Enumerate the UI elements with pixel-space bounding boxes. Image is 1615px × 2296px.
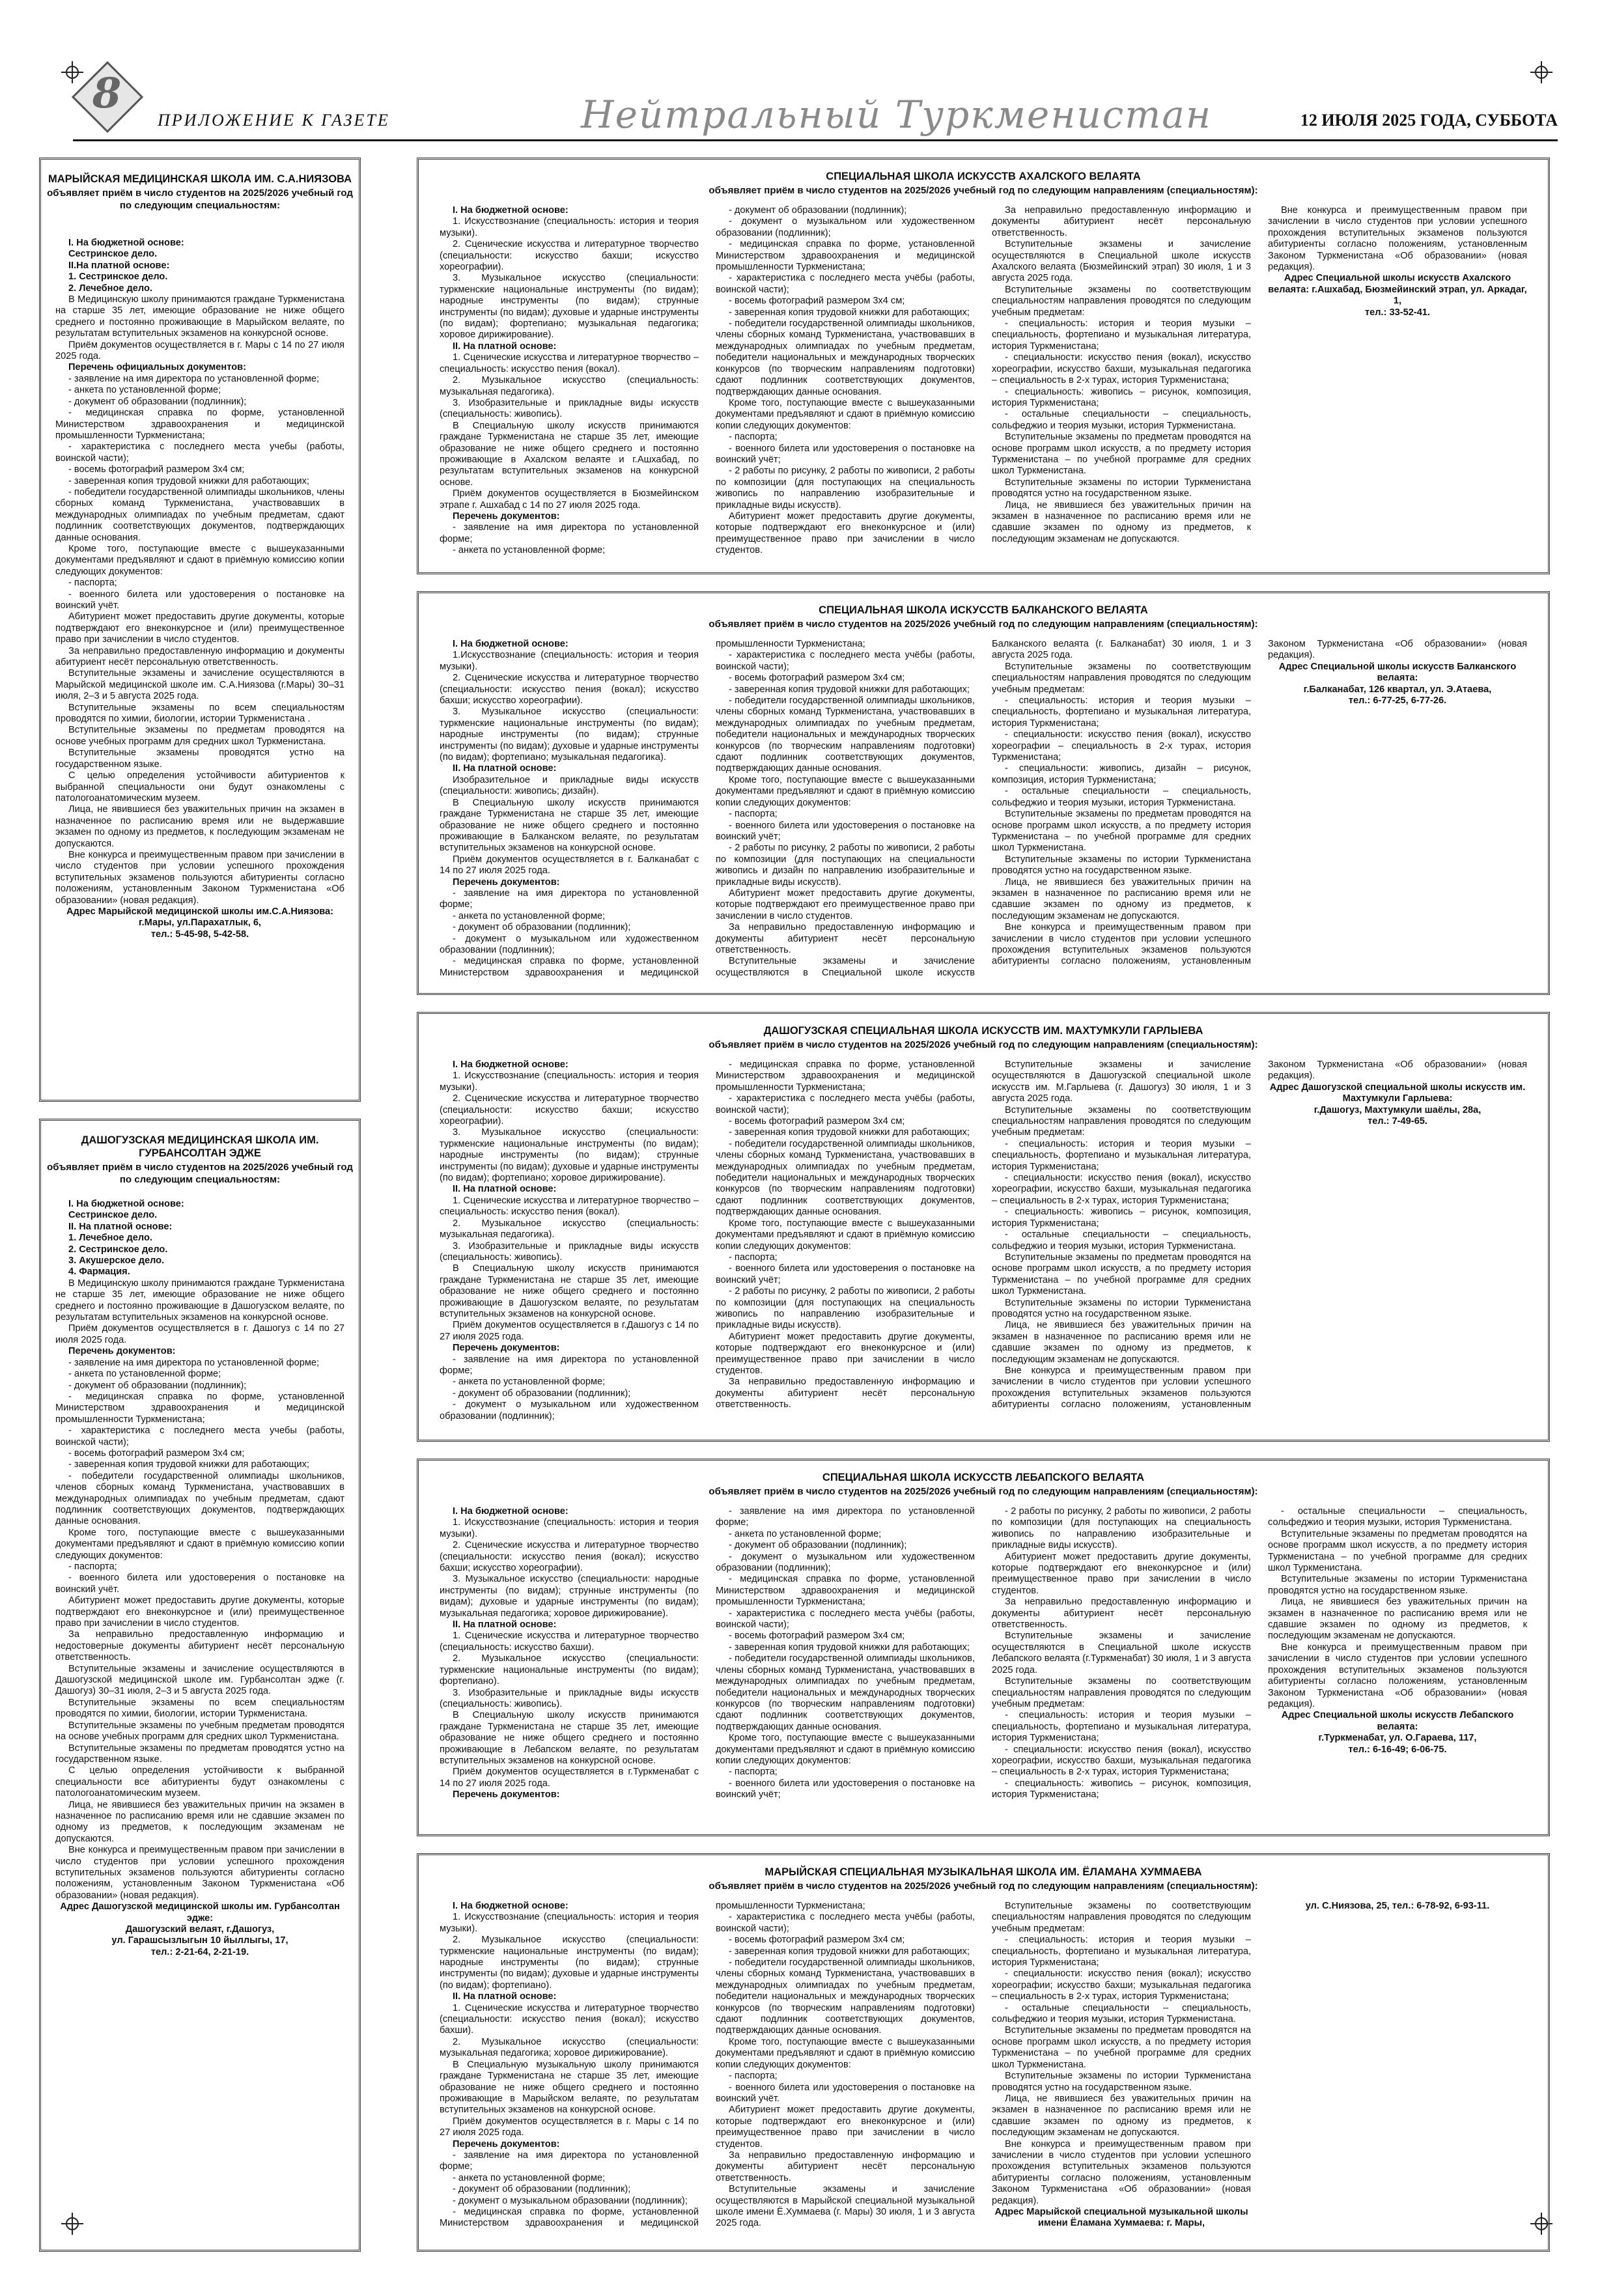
- ad-address-line: ул. Гарашсызлыгын 10 йыллыгы, 17,: [111, 1935, 288, 1946]
- ad-paragraph: - медицинская справка по форме, установленной Министерством здравоохранения и медицинской промышленности Туркменистана;: [716, 1574, 975, 1608]
- ad-paragraph: Приём документов осуществляется в г. Дашогуз с 14 по 27 июля 2025 года.: [55, 1323, 344, 1345]
- ad-paragraph: - специальность: живопись – рисунок, композиция, история Туркменистана;: [992, 1207, 1251, 1229]
- ad-paragraph: - военного билета или удостоверения о постановке на воинский учёт;: [716, 820, 975, 842]
- ad-section-heading: II. На платной основе:: [453, 1184, 557, 1195]
- ad-paragraph: - документ об образовании (подлинник);: [453, 1388, 631, 1399]
- ad-paragraph: - военного билета или удостоверения о постановке на воинский учёт.: [55, 589, 344, 611]
- ad-paragraph: 2. Музыкальное искусство (специальности: туркменские национальные инструменты (по видам); народные инструменты (по видам); струнные инструменты (по видам); духовые и ударные инструменты (по видам); фортепиано).: [440, 1935, 699, 1991]
- ad-paragraph: - заявление на имя директора по установленной форме;: [440, 522, 699, 544]
- ad-paragraph: - заверенная копия трудовой книжки для работающих;: [729, 307, 970, 318]
- ad-subtitle: объявляет приём в число студентов на 2025/2026 учебный год по следующим направлениям (специальностям):: [709, 1486, 1258, 1497]
- ad-paragraph: - документ об образовании (подлинник);: [453, 2184, 631, 2195]
- ad-paragraph: Вступительные экзамены и зачисление осуществляются в Марыйской медицинской школе им. С.А.Ниязова (г.Мары) 30–31 июля, 2–3 и 5 августа 2025 года.: [55, 668, 344, 702]
- ad-paragraph: Вступительные экзамены и зачисление осуществляются в Специальной школе искусств Балканского велаята (г. Балканабат) 30 июля, 1 и 3 августа 2025 года.: [716, 639, 1251, 978]
- ad-paragraph: - остальные специальности – специальность, сольфеджио и теория музыки, история Туркменистана.: [992, 1229, 1251, 1252]
- ad-paragraph: - специальности: искусство пения (вокал), искусство хореографии, искусство бахши, музыкальная педагогика – специальность в 2-х турах, история Туркменистана;: [992, 1744, 1251, 1778]
- newspaper-masthead: Нейтральный Туркменистан: [581, 92, 1213, 137]
- ad-mary-medical-school: [39, 158, 361, 1102]
- ad-paragraph: За неправильно предоставленную информацию и документы абитуриент несёт персональную ответственность.: [992, 1597, 1251, 1631]
- ad-section-heading: 1. Лечебное дело.: [68, 1233, 152, 1244]
- ad-paragraph: - победители государственной олимпиады школьников, члены сборных команд Туркменистана, участвовавших в международных олимпиадах по учебным предметам, победители национальных и международных творческих конкурсов (по творческим направлениям подготовки) сдают подлинник соответствующих документов, подтверждающих данные основания.: [716, 1653, 975, 1732]
- ad-address-line: Адрес Специальной школы искусств Балканского велаята:: [1278, 661, 1517, 684]
- ad-paragraph: Абитуриент может предоставить другие документы, которые подтверждают его внеконкурсное и (или) преимущественное право при зачислении в число студентов.: [55, 611, 344, 645]
- ad-paragraph: 1. Искусствознание (специальность: история и теория музыки).: [440, 216, 699, 238]
- ad-paragraph: Вступительные экзамены по предметам проводятся на основе программ школ искусств, а по предмету история Туркменистана – по учебной программе для средних школ Туркменистана.: [992, 432, 1251, 477]
- ad-paragraph: - документ о музыкальном образовании (подлинник);: [453, 2195, 688, 2206]
- ad-paragraph: 1.Искусствознание (специальность: история и теория музыки).: [440, 650, 699, 672]
- ad-paragraph: - специальности: искусство пения (вокал), искусство хореографии, искусство бахши, музыкальная педагогика – специальность в 2-х турах, история Туркменистана;: [992, 352, 1251, 386]
- ad-paragraph: - медицинская справка по форме, установленной Министерством здравоохранения и медицинской промышленности Туркменистана;: [716, 1059, 975, 1093]
- ad-paragraph: Приём документов осуществляется в г. Мары с 14 по 27 июля 2025 года.: [55, 339, 344, 362]
- ad-paragraph: Лица, не явившиеся без уважительных причин на экзамен в назначенное по расписанию время или не сдавшие экзамен по одному из предметов, к последующим экзаменам не допускаются.: [55, 1799, 344, 1844]
- ad-section-heading: I. На бюджетной основе:: [453, 1901, 569, 1911]
- ad-balkan-arts-school: [417, 591, 1550, 995]
- ad-body: [55, 238, 344, 1088]
- ad-address-line: Адрес Дашогузской специальной школы искусств им. Махтумкули Гарлыева:: [1269, 1082, 1526, 1104]
- ad-paragraph: 3. Музыкальное искусство (специальности: туркменские национальные инструменты (по видам); народные инструменты (по видам); струнные инструменты (по видам); духовые и ударные инструменты (по видам); фортепиано; музыкальная педагогика).: [440, 707, 699, 763]
- ad-address-line: тел.: 6-16-49; 6-06-75.: [1348, 1744, 1447, 1755]
- ad-section-heading: Перечень официальных документов:: [68, 362, 246, 373]
- ad-address-line: Адрес Специальной школы искусств Ахалского велаята: г.Ашхабад, Бюзмейинский этрап, ул. Аркадаг, 1,: [1268, 273, 1527, 307]
- ad-section-heading: 4. Фармация.: [68, 1267, 130, 1278]
- ad-paragraph: 1. Сценические искусства и литературное творчество – специальность: искусство пения (вокал).: [440, 1195, 699, 1218]
- ad-paragraph: Кроме того, поступающие вместе с вышеуказанными документами предъявляют и сдают в приёмную комиссию копии следующих документов:: [716, 774, 975, 808]
- ad-paragraph: 2. Сценические искусства и литературное творчество (специальности: искусство бахши; искусство хореографии).: [440, 1093, 699, 1127]
- ad-section-heading: I. На бюджетной основе:: [453, 1059, 569, 1070]
- ad-paragraph: В Специальную школу искусств принимаются граждане Туркменистана не старше 35 лет, имеющие образование не ниже общего среднего и постоянно проживающие в Дашогузском велаяте, по результатам вступительных экзаменов на конкурсной основе.: [440, 1263, 699, 1319]
- ad-paragraph: 3. Изобразительные и прикладные виды искусств (специальность: живопись).: [440, 1687, 699, 1709]
- ad-paragraph: 2. Музыкальное искусство (специальность: музыкальная педагогика).: [440, 1218, 699, 1240]
- ad-paragraph: Вне конкурса и преимущественным правом при зачислении в число студентов при условии успешного прохождения вступительных экзаменов пользуются абитуриенты согласно положениям, установленным Законом Туркменистана «Об образовании» (новая редакция).: [992, 1059, 1527, 1410]
- ad-paragraph: - специальность: история и теория музыки – специальность, фортепиано и музыкальная литература, история Туркменистана;: [992, 1138, 1251, 1172]
- ad-paragraph: - паспорта;: [729, 1767, 778, 1778]
- ad-paragraph: Вступительные экзамены по соответствующим специальностям направления проводятся по следующим учебным предметам:: [992, 1901, 1251, 1934]
- ad-paragraph: Вступительные экзамены и зачисление осуществляются в Специальной школе искусств Лебапского велаята (г.Туркменабат) 30 июля, 1 и 3 августа 2025 года.: [992, 1631, 1251, 1675]
- ad-paragraph: - документ об образовании (подлинник);: [729, 1540, 907, 1551]
- ad-paragraph: Абитуриент может предоставить другие документы, которые подтверждают его внеконкурсное и (или) преимущественное право при зачислении в число студентов.: [55, 1595, 344, 1629]
- ad-title: СПЕЦИАЛЬНАЯ ШКОЛА ИСКУССТВ БАЛКАНСКОГО ВЕЛАЯТА: [819, 604, 1148, 616]
- ad-paragraph: Приём документов осуществляется в г.Туркменабат с 14 по 27 июля 2025 года.: [440, 1767, 699, 1789]
- ad-paragraph: - характеристика с последнего места учёбы (работы, воинской части);: [716, 1093, 975, 1115]
- ad-paragraph: - восемь фотографий размером 3х4 см;: [729, 296, 905, 307]
- ad-address-line: ул. С.Ниязова, 25, тел.: 6-78-92, 6-93-11.: [1305, 1901, 1490, 1911]
- ad-paragraph: - заверенная копия трудовой книжки для работающих;: [729, 1642, 970, 1653]
- ad-address-line: тел.: 2-21-64, 2-21-19.: [150, 1946, 249, 1957]
- ad-paragraph: 2. Музыкальное искусство (специальность: музыкальная педагогика).: [440, 375, 699, 397]
- ad-address-line: Адрес Дашогузской медицинской школы им. Гурбансолтан эдже:: [60, 1901, 340, 1924]
- ad-paragraph: - специальность: история и теория музыки – специальность, фортепиано и музыкальная литература, история Туркменистана;: [992, 1935, 1251, 1968]
- ad-paragraph: Лица, не явившиеся без уважительных причин на экзамен в назначенное по расписанию время или не сдавшие экзамен по одному из предметов, к последующим экзаменам не допускаются.: [992, 1320, 1251, 1365]
- ad-paragraph: - характеристика с последнего места учебы (работы, воинской части);: [55, 441, 344, 464]
- ad-paragraph: 1. Искусствознание (специальность: история и теория музыки).: [440, 1071, 699, 1093]
- ad-paragraph: Вступительные экзамены и зачисление осуществляются в Специальной школе искусств Ахалского велаята (Бюзмейинский этрап) 30 июля, 1 и 3 августа 2025 года.: [992, 239, 1251, 284]
- ad-paragraph: - заверенная копия трудовой книжки для работающих;: [729, 1127, 970, 1138]
- ad-title: СПЕЦИАЛЬНАЯ ШКОЛА ИСКУССТВ АХАЛСКОГО ВЕЛАЯТА: [826, 171, 1141, 182]
- ad-mary-music-school: [417, 1853, 1550, 2252]
- ad-paragraph: 3. Музыкальное искусство (специальности: туркменские национальные инструменты (по видам); народные инструменты (по видам); струнные инструменты (по видам); духовые и ударные инструменты (по видам); фортепиано; музыкальная педагогика; хоровое дирижирование).: [440, 273, 699, 341]
- ad-paragraph: - заявление на имя директора по установленной форме;: [716, 1506, 975, 1528]
- ad-address-line: г.Дашогуз, Махтумкули шаёлы, 28а,: [1313, 1104, 1482, 1115]
- ad-paragraph: Вступительные экзамены и зачисление осуществляются в Дашогузской медицинской школе им. Гурбансолтан эдже (г. Дашогуз) 30–31 июля, 2–3 и 5 августа 2025 года.: [55, 1663, 344, 1697]
- ad-paragraph: Вступительные экзамены по предметам проводятся устно на государственном языке.: [55, 1743, 344, 1765]
- ad-paragraph: - специальности: живопись, дизайн – рисунок, композиция, история Туркменистана;: [992, 763, 1251, 785]
- ad-paragraph: - специальность: история и теория музыки – специальность, фортепиано и музыкальная литература, история Туркменистана;: [992, 1710, 1251, 1744]
- ad-paragraph: Абитуриент может предоставить другие документы, которые подтверждают его внеконкурсное и (или) преимущественное право при зачислении в число студентов.: [716, 511, 975, 556]
- ad-paragraph: Вне конкурса и преимущественным правом при зачислении в число студентов при условии успешного прохождения вступительных экзаменов пользуются абитуриенты согласно положениям, установленным Законом Туркменистана «Об образовании» (новая редакция).: [1268, 205, 1527, 273]
- ad-paragraph: - заявление на имя директора по установленной форме;: [68, 373, 320, 384]
- ad-address-line: Адрес Марыйской специальной музыкальной школы имени Ёламана Хуммаева: г. Мары,: [994, 2206, 1248, 2229]
- ad-paragraph: - победители государственной олимпиады школьников, членов сборных команд Туркменистана, участвовавших в международных олимпиадах по учебным предметам, сдают подлинник соответствующих документов, подтверждающих данные основания.: [55, 1470, 344, 1527]
- page-number-badge: [73, 63, 141, 130]
- ad-section-heading: II. На платной основе:: [453, 341, 557, 352]
- ad-paragraph: - анкета по установленной форме;: [68, 1369, 221, 1380]
- ad-paragraph: С целью определения устойчивости к выбранной специальности все абитуриенты будут ознакомлены с патологоанатомическим музеем.: [55, 1765, 344, 1799]
- ad-paragraph: 2. Музыкальное искусство (специальности: туркменские национальные инструменты (по видам); фортепиано).: [440, 1653, 699, 1687]
- ad-paragraph: Лица, не явившиеся без уважительных причин на экзамен в назначенное по расписанию время или не сдавшие экзамен по одному из предметов, к последующим экзаменам не допускаются.: [992, 2093, 1251, 2138]
- ad-paragraph: - заверенная копия трудовой книжки для работающих;: [729, 1946, 970, 1957]
- ad-paragraph: Кроме того, поступающие вместе с вышеуказанными документами предъявляют и сдают в приёмную комиссию копии следующих документов:: [716, 397, 975, 431]
- ad-section-heading: I. На бюджетной основе:: [453, 205, 569, 216]
- ad-section-heading: Перечень документов:: [68, 1346, 176, 1357]
- ad-ahal-arts-school: [417, 158, 1550, 574]
- ad-paragraph: - специальности: искусство пения (вокал); искусство хореографии; искусство бахши; музыкальная педагогика – специальность в 2-х турах, история Туркменистана;: [992, 1968, 1251, 2002]
- ad-paragraph: - победители государственной олимпиады школьников, члены сборных команд Туркменистана, участвовавших в международных олимпиадах по учебным предметам, сдают подлинник соответствующих документов, подтверждающих данные основания.: [55, 486, 344, 543]
- ad-address-line: тел.: 5-45-98, 5-42-58.: [150, 929, 249, 940]
- ad-paragraph: - заверенная копия трудовой книжки для работающих;: [729, 684, 970, 695]
- ad-section-heading: I. На бюджетной основе:: [68, 238, 184, 248]
- ad-paragraph: Вступительные экзамены по всем специальностям проводятся по химии, биологии, истории Туркменистана .: [55, 702, 344, 725]
- ad-paragraph: - военного билета или удостоверения о постановке на воинский учёт.: [716, 2082, 975, 2104]
- ad-address-line: Адрес Марыйской медицинской школы им.С.А.Ниязова:: [66, 906, 334, 917]
- ad-paragraph: Вступительные экзамены по соответствующим специальностям направления проводятся по следующим учебным предметам:: [992, 1104, 1251, 1138]
- ad-paragraph: Абитуриент может предоставить другие документы, которые подтверждают его внеконкурсное и (или) преимущественное право при зачислении в число студентов.: [716, 1331, 975, 1376]
- ad-paragraph: Вступительные экзамены по соответствующим специальностям направления проводятся по следующим учебным предметам:: [992, 661, 1251, 695]
- ad-paragraph: Кроме того, поступающие вместе с вышеуказанными документами предъявляют и сдают в приёмную комиссию копии следующих документов:: [716, 1733, 975, 1766]
- ad-paragraph: - восемь фотографий размером 3х4 см;: [68, 464, 245, 475]
- ad-paragraph: Вступительные экзамены по предметам проводятся на основе программ школ искусств, а по предмету история Туркменистана – по учебной программе для средних школ Туркменистана.: [992, 809, 1251, 854]
- ad-paragraph: - восемь фотографий размером 3х4 см;: [68, 1448, 245, 1459]
- ad-paragraph: - победители государственной олимпиады школьников, члены сборных команд Туркменистана, участвовавших в международных олимпиадах по учебным предметам, победители национальных и международных творческих конкурсов (по творческим направлениям подготовки) сдают подлинник соответствующих документов, подтверждающих данные основания.: [716, 1138, 975, 1218]
- ad-paragraph: - остальные специальности – специальность, сольфеджио и теория музыки, история Туркменистана.: [992, 409, 1251, 431]
- ad-paragraph: - паспорта;: [729, 2071, 778, 2082]
- ad-paragraph: - документ об образовании (подлинник);: [68, 396, 247, 407]
- ad-paragraph: - военного билета или удостоверения о постановке на воинский учёт;: [716, 443, 975, 465]
- ad-section-heading: Перечень документов:: [453, 511, 560, 522]
- ad-paragraph: В Специальную школу искусств принимаются граждане Туркменистана не старше 35 лет, имеющие образование не ниже общего среднего и постоянно проживающие в Балканском велаяте, по результатам вступительных экзаменов на конкурсной основе.: [440, 797, 699, 854]
- ad-section-heading: II. На платной основе:: [453, 1991, 557, 2002]
- ad-paragraph: Лица, не явившиеся без уважительных причин на экзамен в назначенное по расписанию время или не сдавшие экзамен по одному из предметов, к последующим экзаменам не допускаются.: [992, 499, 1251, 544]
- ad-body: [440, 1901, 1527, 2238]
- ad-paragraph: - медицинская справка по форме, установленной Министерством здравоохранения и медицинской промышленности Туркменистана;: [440, 1901, 865, 2229]
- ad-paragraph: 3. Изобразительные и прикладные виды искусств (специальность: живопись).: [440, 397, 699, 420]
- ad-paragraph: - паспорта;: [68, 578, 117, 589]
- ad-paragraph: За неправильно предоставленную информацию и документы абитуриент несёт персональную ответственность.: [992, 205, 1251, 238]
- ad-paragraph: Вступительные экзамены по предметам проводятся на основе программ школ искусств, а по предмету история Туркменистана – по учебной программе для средних школ Туркменистана.: [1268, 1528, 1527, 1574]
- ad-paragraph: Вступительные экзамены по предметам проводятся на основе программ школ искусств, а по предмету история Туркменистана – по учебной программе для средних школ Туркменистана.: [992, 1252, 1251, 1297]
- ad-paragraph: - заявление на имя директора по установленной форме;: [440, 888, 699, 910]
- ad-address-line: г.Туркменабат, ул. О.Гараева, 117,: [1318, 1733, 1477, 1744]
- ad-body: [440, 205, 1527, 561]
- ad-paragraph: В Специальную школу искусств принимаются граждане Туркменистана не старше 35 лет, имеющие образование не ниже общего среднего и постоянно проживающие в Ахалском велаяте и г.Ашхабад, по результатам вступительных экзаменов на конкурсной основе.: [440, 420, 699, 488]
- ad-paragraph: Абитуриент может предоставить другие документы, которые подтверждают его преимущественное право при зачислении в число студентов.: [716, 888, 975, 921]
- ad-paragraph: В Специальную школу искусств принимаются граждане Туркменистана не старше 35 лет, имеющие образование не ниже общего среднего и постоянно проживающие в Лебапском велаяте, по результатам вступительных экзаменов на конкурсной основе.: [440, 1710, 699, 1766]
- ad-paragraph: Вступительные экзамены по истории Туркменистана проводятся устно на государственном языке.: [992, 854, 1251, 876]
- ad-paragraph: - характеристика с последнего места учёбы (работы, воинской части);: [716, 1912, 975, 1934]
- ad-paragraph: - специальности: искусство пения (вокал), искусство хореографии – специальность в 2-х турах, история Туркменистана;: [992, 729, 1251, 763]
- ad-paragraph: - характеристика с последнего места учёбы (работы, воинской части);: [716, 650, 975, 672]
- ad-paragraph: Вступительные экзамены по соответствующим специальностям направления проводятся по следующим учебным предметам:: [992, 284, 1251, 318]
- ad-paragraph: - специальность: живопись – рисунок, композиция, история Туркменистана;: [992, 1778, 1251, 1800]
- ad-address-line: тел.: 33-52-41.: [1365, 307, 1430, 318]
- page-header: [73, 57, 1558, 135]
- ad-paragraph: - восемь фотографий размером 3х4 см;: [729, 1631, 905, 1642]
- ad-paragraph: - военного билета или удостоверения о постановке на воинский учёт.: [55, 1573, 344, 1595]
- ad-paragraph: Кроме того, поступающие вместе с вышеуказанными документами предъявляют и сдают в приёмную комиссию копии следующих документов:: [55, 543, 344, 577]
- ad-section-heading: I. На бюджетной основе:: [68, 1199, 184, 1209]
- ad-subtitle: объявляет приём в число студентов на 2025/2026 учебный год по следующим направлениям (специальностям):: [709, 619, 1258, 630]
- ad-dashoguz-medical-school: [39, 1119, 361, 2252]
- ad-paragraph: 1. Сценические искусства и литературное творчество (специальности: искусство пения (вокал); искусство бахши).: [440, 2002, 699, 2036]
- ad-paragraph: 3. Музыкальное искусство (специальности: туркменские национальные инструменты (по видам); народные инструменты (по видам); струнные инструменты (по видам); духовые и ударные инструменты (по видам); фортепиано; хоровое дирижирование).: [440, 1127, 699, 1184]
- ad-body: [440, 639, 1527, 981]
- ad-paragraph: - заявление на имя директора по установленной форме;: [440, 1354, 699, 1376]
- ad-section-heading: II. На платной основе:: [453, 1619, 557, 1631]
- ad-subtitle: объявляет приём в число студентов на 2025/2026 учебный год по следующим направлениям (специальностям):: [709, 185, 1258, 196]
- ad-paragraph: - анкета по установленной форме;: [68, 385, 221, 396]
- ad-paragraph: Вступительные экзамены по истории Туркменистана проводятся устно на государственном языке.: [992, 2071, 1251, 2093]
- ad-paragraph: - анкета по установленной форме;: [453, 910, 606, 921]
- ad-subtitle: объявляет приём в число студентов на 2025/2026 учебный год по следующим направлениям (специальностям):: [709, 1881, 1258, 1892]
- ad-paragraph: За неправильно предоставленную информацию и документы абитуриент несёт персональную ответственность.: [55, 645, 344, 668]
- ad-paragraph: - документ о музыкальном или художественном образовании (подлинник);: [440, 933, 699, 955]
- ad-paragraph: - документ о музыкальном или художественном образовании (подлинник);: [716, 1551, 975, 1574]
- ad-paragraph: - 2 работы по рисунку, 2 работы по живописи, 2 работы по композиции (для поступающих на специальность живопись по направлению изобразительные и прикладные виды искусств).: [992, 1506, 1251, 1551]
- ad-paragraph: 2. Сценические искусства и литературное творчество (специальности: искусство пения (вокал); искусство бахши; искусство хореографии).: [440, 1540, 699, 1574]
- ad-paragraph: - медицинская справка по форме, установленной Министерством здравоохранения и медицинской промышленности Туркменистана;: [440, 639, 865, 978]
- ad-subtitle: объявляет приём в число студентов на 2025/2026 учебный год по следующим специальностям:: [47, 1162, 353, 1185]
- ad-lebap-arts-school: [417, 1459, 1550, 1836]
- ad-section-heading: II. На платной основе:: [68, 1221, 173, 1232]
- ad-paragraph: - паспорта;: [729, 809, 778, 820]
- ad-paragraph: За неправильно предоставленную информацию и документы абитуриент несёт персональную ответственность.: [716, 1377, 975, 1410]
- ad-paragraph: - паспорта;: [729, 432, 778, 443]
- ad-section-heading: I. На бюджетной основе:: [453, 639, 569, 649]
- ad-section-heading: 2. Сестринское дело.: [68, 1244, 168, 1255]
- ad-address-line: г.Балканабат, 126 квартал, ул. Э.Атаева,: [1303, 684, 1492, 695]
- ad-paragraph: Приём документов осуществляется в г.Дашогуз с 14 по 27 июля 2025 года.: [440, 1320, 699, 1342]
- ad-paragraph: - характеристика с последнего места учёбы (работы, воинской части);: [716, 1608, 975, 1631]
- ad-paragraph: 2. Музыкальное искусство (специальности: музыкальная педагогика; хоровое дирижирование).: [440, 2036, 699, 2059]
- ad-paragraph: Вступительные экзамены по истории Туркменистана проводятся устно на государственном языке.: [1268, 1574, 1527, 1596]
- ad-paragraph: - документ о музыкальном или художественном образовании (подлинник);: [716, 216, 975, 238]
- ad-paragraph: 3. Изобразительные и прикладные виды искусств (специальность: живопись).: [440, 1240, 699, 1263]
- ad-paragraph: - документ об образовании (подлинник);: [68, 1380, 247, 1391]
- ad-paragraph: Вне конкурса и преимущественным правом при зачислении в число студентов при условии успешного прохождения вступительных экзаменов пользуются абитуриенты согласно положениям, установленным Законом Туркменистана «Об образовании» (новая редакция).: [1268, 1642, 1527, 1709]
- ad-paragraph: Вступительные экзамены по учебным предметам проводятся на основе учебных программ для средних школ Туркменистана.: [55, 1720, 344, 1743]
- ad-paragraph: Вне конкурса и преимущественным правом при зачислении в число студентов при условии успешного прохождения вступительных экзаменов пользуются абитуриенты согласно положениям, установленным Законом Туркменистана «Об образовании» (новая редакция).: [55, 849, 344, 906]
- ad-paragraph: Вне конкурса и преимущественным правом при зачислении в число студентов при условии успешного прохождения вступительных экзаменов пользуются абитуриенты согласно положениям, установленным Законом Туркменистана «Об образовании» (новая редакция).: [992, 2138, 1251, 2206]
- ad-paragraph: - военного билета или удостоверения о постановке на воинский учёт;: [716, 1778, 975, 1800]
- ad-paragraph: - победители государственной олимпиады школьников, члены сборных команд Туркменистана, участвовавших в международных олимпиадах по учебным предметам, победители национальных и международных творческих конкурсов (по творческим направлениям подготовки) сдают подлинник соответствующих документов, подтверждающих данные основания.: [716, 1957, 975, 2036]
- ad-paragraph: Вступительные экзамены и зачисление осуществляются в Дашогузской специальной школе искусств им. М.Гарлыева (г. Дашогуз) 30 июля, 1 и 3 августа 2025 года.: [992, 1059, 1251, 1104]
- ad-paragraph: - восемь фотографий размером 3х4 см;: [729, 1116, 905, 1127]
- supplement-label: ПРИЛОЖЕНИЕ К ГАЗЕТЕ: [158, 111, 390, 130]
- ad-paragraph: Вступительные экзамены по предметам проводятся на основе учебных программ для средних школ Туркменистана.: [55, 725, 344, 747]
- ad-paragraph: Приём документов осуществляется в г. Балканабат с 14 по 27 июля 2025 года.: [440, 854, 699, 876]
- ad-paragraph: - победители государственной олимпиады школьников, члены сборных команд Туркменистана, участвовавших в международных олимпиадах по учебным предметам, победители национальных и международных творческих конкурсов (по творческим направлениям подготовки) сдают подлинник соответствующих документов, подтверждающих данные основания.: [716, 695, 975, 774]
- ad-paragraph: Кроме того, поступающие вместе с вышеуказанными документами предъявляют и сдают в приёмную комиссию копии следующих документов:: [716, 2036, 975, 2070]
- ad-title: ДАШОГУЗСКАЯ МЕДИЦИНСКАЯ ШКОЛА ИМ. ГУРБАНСОЛТАН ЭДЖЕ: [81, 1134, 319, 1159]
- ad-paragraph: 1. Сценические искусства и литературное творчество (специальность: искусство бахши).: [440, 1631, 699, 1653]
- ad-paragraph: - анкета по установленной форме;: [453, 2172, 606, 2183]
- ad-address-line: тел.: 6-77-25, 6-77-26.: [1348, 695, 1447, 707]
- ad-paragraph: - паспорта;: [729, 1252, 778, 1263]
- ad-paragraph: Абитуриент может предоставить другие документы, которые подтверждают его внеконкурсное и (или) преимущественное право при зачислении в число студентов.: [716, 2105, 975, 2149]
- ad-section-heading: Перечень документов:: [453, 2138, 560, 2149]
- ad-section-heading: Перечень документов:: [453, 876, 560, 888]
- ad-subtitle: объявляет приём в число студентов на 2025/2026 учебный год по следующим специальностям:: [47, 188, 353, 211]
- ad-paragraph: - заверенная копия трудовой книжки для работающих;: [68, 1459, 309, 1470]
- ad-title: СПЕЦИАЛЬНАЯ ШКОЛА ИСКУССТВ ЛЕБАПСКОГО ВЕЛАЯТА: [822, 1472, 1145, 1483]
- ad-paragraph: 2. Сценические искусства и литературное творчество (специальности: искусство бахши; искусство хореографии).: [440, 239, 699, 273]
- ad-paragraph: Приём документов осуществляется в Бюзмейинском этрапе г. Ашхабад с 14 по 27 июля 2025 года.: [440, 488, 699, 511]
- page-number: 8: [92, 69, 122, 118]
- ad-paragraph: Вступительные экзамены по истории Туркменистана проводятся устно на государственном языке.: [992, 477, 1251, 499]
- ad-paragraph: Изобразительное и прикладные виды искусств (специальности: живопись; дизайн).: [440, 774, 699, 797]
- ad-section-heading: 2. Лечебное дело.: [68, 283, 152, 294]
- ad-paragraph: В Медицинскую школу принимаются граждане Туркменистана не старше 35 лет, имеющие образование не ниже общего среднего и постоянно проживающие в Дашогузском велаяте, по результатам вступительных экзаменов на конкурсной основе.: [55, 1278, 344, 1323]
- ad-paragraph: - остальные специальности – специальность, сольфеджио и теория музыки, история Туркменистана.: [1268, 1506, 1527, 1528]
- ad-paragraph: - документ о музыкальном или художественном образовании (подлинник);: [440, 1399, 699, 1421]
- ad-title: ДАШОГУЗСКАЯ СПЕЦИАЛЬНАЯ ШКОЛА ИСКУССТВ ИМ. МАХТУМКУЛИ ГАРЛЫЕВА: [763, 1025, 1203, 1037]
- ad-paragraph: - победители государственной олимпиады школьников, члены сборных команд Туркменистана, участвовавших в международных олимпиадах по учебным предметам, победители национальных и международных творческих конкурсов (по творческим направлениям подготовки) сдают подлинник соответствующих документов, подтверждающих данные основания.: [716, 318, 975, 397]
- ad-section-heading: 1. Сестринское дело.: [68, 272, 168, 283]
- ad-section-heading: Сестринское дело.: [68, 249, 158, 260]
- ad-body: [440, 1059, 1527, 1428]
- ad-paragraph: Вступительные экзамены по соответствующим специальностям направления проводятся по следующим учебным предметам:: [992, 1676, 1251, 1709]
- ad-paragraph: Вступительные экзамены по истории Туркменистана проводятся устно на государственном языке.: [992, 1297, 1251, 1319]
- ad-address-line: Адрес Специальной школы искусств Лебапского велаята:: [1281, 1710, 1514, 1732]
- ad-title: МАРЫЙСКАЯ МЕДИЦИНСКАЯ ШКОЛА ИМ. С.А.НИЯЗОВА: [48, 173, 352, 185]
- ad-paragraph: - документ об образовании (подлинник);: [453, 922, 631, 933]
- ad-paragraph: Лица, не явившиеся без уважительных причин на экзамен в назначенное по расписанию время или не сдавшие экзамен по одному из предметов, к последующим экзаменам не допускаются.: [1268, 1597, 1527, 1642]
- ad-section-heading: II.На платной основе:: [68, 260, 170, 271]
- ad-paragraph: - характеристика с последнего места учебы (работы, воинской части);: [55, 1425, 344, 1448]
- ad-paragraph: - специальность: живопись – рисунок, композиция, история Туркменистана;: [992, 386, 1251, 408]
- issue-date: 12 ИЮЛЯ 2025 ГОДА, СУББОТА: [1300, 111, 1558, 130]
- ad-paragraph: В Специальную музыкальную школу принимаются граждане Туркменистана не старше 35 лет, имеющие образование не ниже общего среднего и постоянно проживающие в Марыйском велаяте, по результатам вступительных экзаменов на конкурсной основе.: [440, 2059, 699, 2116]
- ad-paragraph: - документ об образовании (подлинник);: [729, 205, 907, 216]
- ad-paragraph: 1. Сценические искусства и литературное творчество – специальность: искусство пения (вокал).: [440, 352, 699, 374]
- ad-dashoguz-arts-school: [417, 1012, 1550, 1442]
- ad-paragraph: - анкета по установленной форме;: [453, 545, 606, 556]
- ad-paragraph: - 2 работы по рисунку, 2 работы по живописи, 2 работы по композиции (для поступающих на специальность живопись по направлению изобразительные и прикладные виды искусств).: [716, 466, 975, 511]
- ad-body: [440, 1506, 1527, 1823]
- ad-paragraph: - специальность: история и теория музыки – специальность, фортепиано и музыкальная литература, история Туркменистана;: [992, 318, 1251, 352]
- ad-paragraph: За неправильно предоставленную информацию и документы абитуриент несёт персональную ответственность.: [716, 922, 975, 955]
- ad-paragraph: - заверенная копия трудовой книжки для работающих;: [68, 475, 309, 486]
- ad-paragraph: За неправильно предоставленную информацию и документы абитуриент несёт персональную ответственность.: [716, 2149, 975, 2183]
- ad-paragraph: - военного билета или удостоверения о постановке на воинский учёт;: [716, 1263, 975, 1285]
- ad-paragraph: - анкета по установленной форме;: [453, 1377, 606, 1388]
- ad-paragraph: - медицинская справка по форме, установленной Министерством здравоохранения и медицинской промышленности Туркменистана;: [716, 239, 975, 273]
- ad-paragraph: - 2 работы по рисунку, 2 работы по живописи, 2 работы по композиции (для поступающих на специальности живопись и дизайн по направлению изобразительные и прикладные виды искусств).: [716, 843, 975, 888]
- ad-paragraph: - специальность: история и теория музыки – специальность, фортепиано и музыкальная литература, история Туркменистана;: [992, 695, 1251, 729]
- ad-address-line: Дашогузский велаят, г.Дашогуз,: [125, 1924, 275, 1935]
- ad-paragraph: - остальные специальности – специальность, сольфеджио и теория музыки, история Туркменистана.: [992, 2002, 1251, 2025]
- ad-paragraph: 3. Музыкальное искусство (специальности: народные инструменты (по видам); струнные инструменты (по видам); духовые и ударные инструменты (по видам); музыкальная педагогика; хоровое дирижирование).: [440, 1574, 699, 1619]
- ad-paragraph: С целью определения устойчивости абитуриентов к выбранной специальности они будут ознакомлены с патологоанатомическим музеем.: [55, 770, 344, 804]
- ad-paragraph: - анкета по установленной форме;: [729, 1528, 882, 1539]
- ad-section-heading: Перечень документов:: [453, 1789, 560, 1800]
- ad-paragraph: Лица, не явившиеся без уважительных причин на экзамен в назначенное по расписанию время или не выдержавшие экзамен по одному из предметов, к последующим экзаменам не допускаются.: [55, 804, 344, 849]
- ad-paragraph: - восемь фотографий размером 3х4 см;: [729, 1935, 905, 1946]
- ad-paragraph: 1. Искусствознание (специальность: история и теория музыки).: [440, 1517, 699, 1539]
- ad-paragraph: Кроме того, поступающие вместе с вышеуказанными документами предъявляют и сдают в приёмную комиссию копии следующих документов:: [716, 1218, 975, 1252]
- ad-paragraph: - медицинская справка по форме, установленной Министерством здравоохранения и медицинской промышленности Туркменистана;: [55, 1391, 344, 1425]
- ad-section-heading: I. На бюджетной основе:: [453, 1506, 569, 1517]
- ad-paragraph: Вступительные экзамены по предметам проводятся на основе программ школ искусств, а по предмету история Туркменистана – по учебной программе для средних школ Туркменистана.: [992, 2025, 1251, 2070]
- ad-paragraph: Вступительные экзамены проводятся устно на государственном языке.: [55, 748, 344, 770]
- ad-paragraph: - заявление на имя директора по установленной форме;: [68, 1357, 320, 1368]
- ad-paragraph: - медицинская справка по форме, установленной Министерством здравоохранения и медицинской промышленности Туркменистана;: [55, 408, 344, 441]
- ad-paragraph: 2. Сценические искусства и литературное творчество (специальности: искусство пения (вокал); искусство бахши; искусство хореографии).: [440, 673, 699, 707]
- ad-paragraph: Приём документов осуществляется в г. Мары с 14 по 27 июля 2025 года.: [440, 2116, 699, 2138]
- ad-paragraph: 1. Искусствознание (специальность: история и теория музыки).: [440, 1912, 699, 1934]
- ad-section-heading: II. На платной основе:: [453, 763, 557, 774]
- ad-paragraph: Вне конкурса и преимущественным правом при зачислении в число студентов при условии успешного прохождения вступительных экзаменов пользуются абитуриенты согласно положениям, установленным Законом Туркменистана «Об образовании» (новая редакция).: [55, 1845, 344, 1901]
- ad-section-heading: Сестринское дело.: [68, 1210, 158, 1221]
- ad-paragraph: - остальные специальности – специальность, сольфеджио и теория музыки, история Туркменистана.: [992, 786, 1251, 808]
- ad-paragraph: - характеристика с последнего места учёбы (работы, воинской части);: [716, 273, 975, 295]
- ad-paragraph: - специальности: искусство пения (вокал), искусство хореографии, искусство бахши, музыкальная педагогика – специальность в 2-х турах, история Туркменистана;: [992, 1173, 1251, 1206]
- ad-paragraph: Абитуриент может предоставить другие документы, которые подтверждают его внеконкурсное и (или) преимущественное право при зачислении в число студентов.: [992, 1551, 1251, 1596]
- ad-paragraph: За неправильно предоставленную информацию и недостоверные документы абитуриент несёт персональную ответственность.: [55, 1629, 344, 1663]
- ad-paragraph: Вне конкурса и преимущественным правом при зачислении в число студентов при условии успешного прохождения вступительных экзаменов пользуются абитуриенты согласно положениям, установленным Законом Туркменистана «Об образовании» (новая редакция).: [992, 639, 1527, 967]
- ad-body: [55, 1199, 344, 2238]
- ad-paragraph: Вступительные экзамены по всем специальностям проводятся по химии, биологии, истории Туркменистана.: [55, 1697, 344, 1720]
- ad-paragraph: В Медицинскую школу принимаются граждане Туркменистана на старше 35 лет, имеющие образование не ниже общего среднего и постоянно проживающие в Марыйском велаяте, по результатам вступительных экзаменов на конкурсной основе.: [55, 294, 344, 339]
- ad-address-line: г.Мары, ул.Парахатлык, 6,: [138, 917, 261, 929]
- ad-section-heading: 3. Акушерское дело.: [68, 1255, 165, 1267]
- header-divider: [73, 139, 1558, 141]
- ad-paragraph: - паспорта;: [68, 1561, 117, 1572]
- ad-paragraph: - восемь фотографий размером 3х4 см;: [729, 673, 905, 684]
- ad-paragraph: - заявление на имя директора по установленной форме;: [440, 2149, 699, 2172]
- ad-paragraph: Вступительные экзамены и зачисление осуществляются в Марыйской специальной музыкальной школе имени Ё.Хуммаева (г. Мары) 30 июля, 1 и 3 августа 2025 года.: [716, 2184, 975, 2229]
- ad-title: МАРЫЙСКАЯ СПЕЦИАЛЬНАЯ МУЗЫКАЛЬНАЯ ШКОЛА ИМ. ЁЛАМАНА ХУММАЕВА: [765, 1866, 1202, 1878]
- ad-subtitle: объявляет приём в число студентов на 2025/2026 учебный год по следующим направлениям (специальностям):: [709, 1039, 1258, 1050]
- ad-address-line: тел.: 7-49-65.: [1368, 1116, 1427, 1127]
- ad-section-heading: Перечень документов:: [453, 1343, 560, 1354]
- ad-paragraph: - 2 работы по рисунку, 2 работы по живописи, 2 работы по композиции (для поступающих на специальность живопись по направлению изобразительные и прикладные виды искусств).: [716, 1286, 975, 1331]
- ad-paragraph: Кроме того, поступающие вместе с вышеуказанными документами предъявляют и сдают в приёмную комиссию копии следующих документов:: [55, 1527, 344, 1561]
- ad-paragraph: Лица, не явившиеся без уважительных причин на экзамен в назначенное по расписанию время или не сдавшие экзамен по одному из предметов, к последующим экзаменам не допускаются.: [992, 876, 1251, 921]
